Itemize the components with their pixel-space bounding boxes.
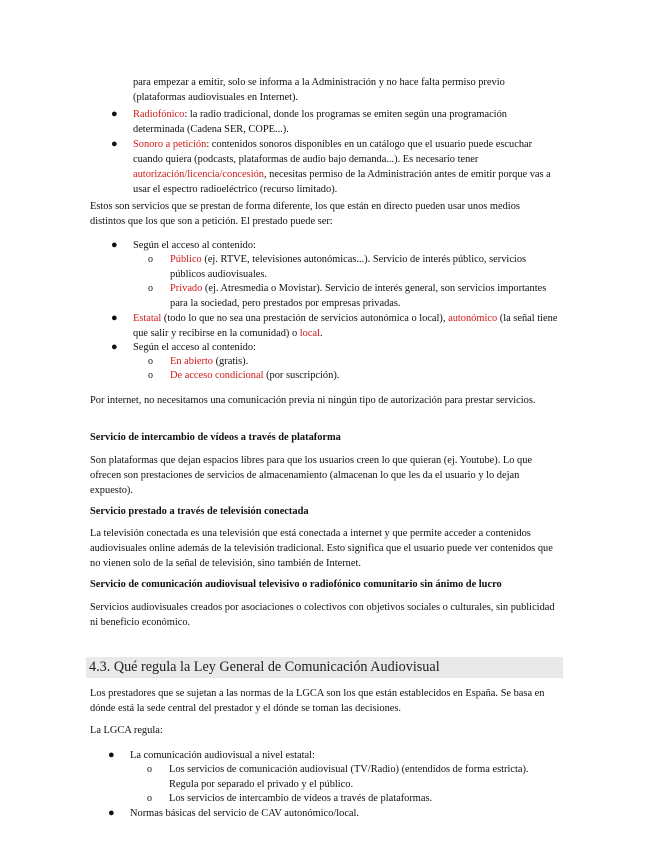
desc-autonomico: (la señal tiene que salir y recibirse en la comunidad) o bbox=[133, 313, 558, 339]
paragraph-regula: La LGCA regula: bbox=[90, 725, 163, 736]
bullet-icon: ● bbox=[111, 138, 118, 150]
bullet-icon: ● bbox=[108, 749, 115, 761]
paragraph-prestadores: Los prestadores que se sujetan a las normas de la LGCA son los que están establecidos en España. Se basa en dónde está la sede central del prestador y el dónde se toman las decisiones. bbox=[90, 688, 545, 714]
sublist-item-abierto bbox=[148, 354, 558, 369]
term-autonomico: autonómico bbox=[448, 313, 498, 324]
desc-abierto: (gratis). bbox=[213, 356, 249, 367]
circle-bullet-icon: o bbox=[147, 793, 152, 804]
desc-publico: (ej. RTVE, televisiones autonómicas...). Servicio de interés público, servicios públicos audiovisuales. bbox=[170, 254, 527, 280]
paragraph-intercambio: Son plataformas que dejan espacios libres para que los usuarios creen lo que quieran (ej. Youtube). Lo que ofrecen son prestaciones de servicios de almacenamiento (almacenan lo que les da el usuario y lo dejan expuesto). bbox=[90, 455, 533, 496]
sublist-item-cav bbox=[147, 762, 559, 792]
paragraph-comunitario: Servicios audiovisuales creados por asociaciones o colectivos con objetivos sociales o culturales, sin publicidad ni beneficio económico. bbox=[90, 602, 555, 628]
circle-bullet-icon: o bbox=[148, 356, 153, 367]
bullet-icon: ● bbox=[111, 108, 118, 120]
term-condicional: De acceso condicional bbox=[170, 370, 264, 381]
term-local: local bbox=[299, 328, 320, 339]
list-item-normas bbox=[108, 806, 558, 821]
paragraph-internet: Por internet, no necesitamos una comunicación previa ni ningún tipo de autorización para prestar servicios. bbox=[90, 395, 536, 406]
paragraph-continued: para empezar a emitir, solo se informa a la Administración y no hace falta permiso previo (plataformas audiovisuales en Internet). bbox=[133, 77, 505, 103]
label-acceso-2: Según el acceso al contenido: bbox=[133, 342, 256, 353]
sublist-item-plataformas bbox=[147, 791, 559, 806]
label-estatal-lgca: La comunicación audiovisual a nivel estatal: bbox=[130, 750, 315, 761]
term-publico: Público bbox=[170, 254, 202, 265]
desc-estatal: (todo lo que no sea una prestación de servicios autonómica o local), bbox=[161, 313, 449, 324]
label-acceso: Según el acceso al contenido: bbox=[133, 240, 256, 251]
term-radiofonico: Radiofónico bbox=[133, 109, 185, 120]
section-title: 4.3. Qué regula la Ley General de Comunicación Audiovisual bbox=[86, 657, 563, 678]
bullet-icon: ● bbox=[108, 807, 115, 819]
sublist-item-condicional bbox=[148, 368, 558, 383]
label-normas: Normas básicas del servicio de CAV autonómico/local. bbox=[130, 808, 360, 819]
term-sonoro: Sonoro a petición bbox=[133, 139, 207, 150]
heading-comunitario: Servicio de comunicación audiovisual televisivo o radiofónico comunitario sin ánimo de lucro bbox=[90, 579, 502, 590]
term-autorizacion: autorización/licencia/concesión bbox=[133, 169, 264, 180]
heading-conectada: Servicio prestado a través de televisión conectada bbox=[90, 506, 309, 517]
list-item-acceso-2 bbox=[111, 340, 558, 355]
list-item-sonoro bbox=[111, 137, 558, 197]
list-item-radiofonico bbox=[111, 107, 558, 137]
circle-bullet-icon: o bbox=[148, 283, 153, 294]
sublist-item-publico bbox=[148, 252, 558, 282]
list-item-estatal-lgca bbox=[108, 748, 558, 763]
heading-intercambio: Servicio de intercambio de vídeos a través de plataforma bbox=[90, 432, 341, 443]
sublist-item-privado bbox=[148, 281, 558, 311]
desc-privado: (ej. Atresmedia o Movistar). Servicio de interés general, son servicios importantes para la sociedad, pero prestados por empresas privadas. bbox=[170, 283, 547, 309]
desc-sonoro-2: , necesitas permiso de la Administración antes de emitir porque vas a usar el espectro radioeléctrico (recurso limitado). bbox=[133, 169, 551, 195]
bullet-icon: ● bbox=[111, 341, 118, 353]
desc-condicional: (por suscripción). bbox=[263, 370, 340, 381]
circle-bullet-icon: o bbox=[148, 254, 153, 265]
label-cav: Los servicios de comunicación audiovisual (TV/Radio) (entendidos de forma estricta). Regula por separado el privado y el público. bbox=[169, 764, 529, 790]
desc-sonoro-1: : contenidos sonoros disponibles en un catálogo que el usuario puede escuchar cuando quiera (podcasts, plataformas de audio bajo demanda...). Es necesario tener bbox=[133, 139, 533, 165]
desc-radiofonico: : la radio tradicional, donde los programas se emiten según una programación determinada (Cadena SER, COPE...). bbox=[133, 109, 507, 135]
paragraph-conectada: La televisión conectada es una televisión que está conectada a internet y que permite acceder a contenidos audiovisuales online además de la televisión tradicional. Esto significa que el usuario puede ver contenidos que no vienen solo de la señal de televisión, sino también de Internet. bbox=[90, 528, 553, 569]
paragraph-servicios: Estos son servicios que se prestan de forma diferente, los que están en directo pueden usar unos medios distintos que los que son a petición. El prestado puede ser: bbox=[90, 201, 520, 227]
term-estatal: Estatal bbox=[133, 313, 162, 324]
circle-bullet-icon: o bbox=[147, 764, 152, 775]
term-abierto: En abierto bbox=[170, 356, 213, 367]
circle-bullet-icon: o bbox=[148, 370, 153, 381]
bullet-icon: ● bbox=[111, 312, 118, 324]
list-item-estatal bbox=[111, 311, 558, 341]
bullet-icon: ● bbox=[111, 239, 118, 251]
label-plataformas: Los servicios de intercambio de vídeos a través de plataformas. bbox=[169, 793, 433, 804]
list-item-acceso bbox=[111, 238, 558, 253]
end-local: . bbox=[319, 328, 323, 339]
term-privado: Privado bbox=[170, 283, 203, 294]
